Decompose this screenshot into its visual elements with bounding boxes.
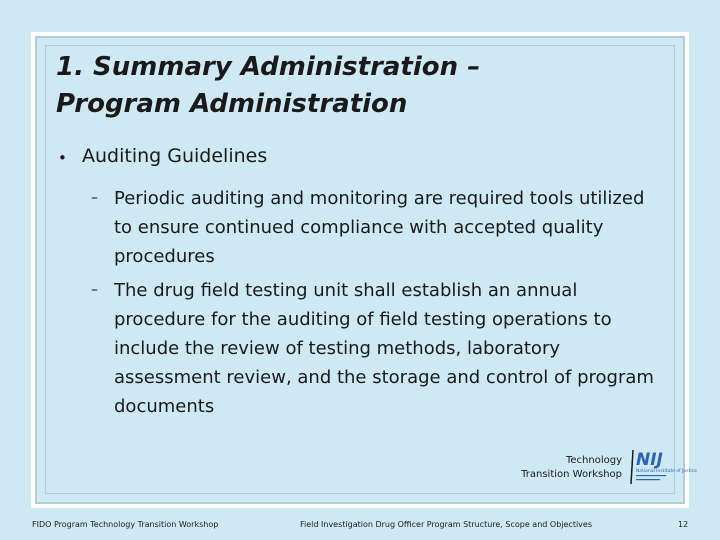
logo-line <box>636 479 660 480</box>
sub-bullet-marker: – <box>91 190 98 206</box>
slide-title: 1. Summary Administration – Program Administration <box>56 52 481 119</box>
logo-rule <box>631 450 633 484</box>
workshop-caption-line1: Technology <box>565 455 622 466</box>
workshop-caption <box>500 454 622 482</box>
bullet-text: Auditing Guidelines <box>82 145 268 167</box>
logo-mark: NIJ <box>636 450 663 470</box>
sub-bullet-marker: – <box>91 282 98 298</box>
logo-line <box>636 475 666 476</box>
page-number: 12 <box>678 520 689 529</box>
sub-bullet-text: Periodic auditing and monitoring are required tools utilized to ensure continued compliance with accepted quality procedures <box>114 188 645 267</box>
logo-subtext: National Institute of Justice <box>636 469 697 474</box>
bullet-marker: • <box>58 149 67 167</box>
workshop-caption-line2: Transition Workshop <box>521 469 622 480</box>
nij-logo-icon <box>630 448 697 488</box>
footer-left: FIDO Program Technology Transition Workshop <box>32 520 219 529</box>
sub-bullet-text: The drug field testing unit shall establish an annual procedure for the auditing of field testing operations to include the review of testing methods, laboratory assessment review, and the storage and control of program documents <box>114 280 654 417</box>
footer-center: Field Investigation Drug Officer Program Structure, Scope and Objectives <box>300 520 592 529</box>
